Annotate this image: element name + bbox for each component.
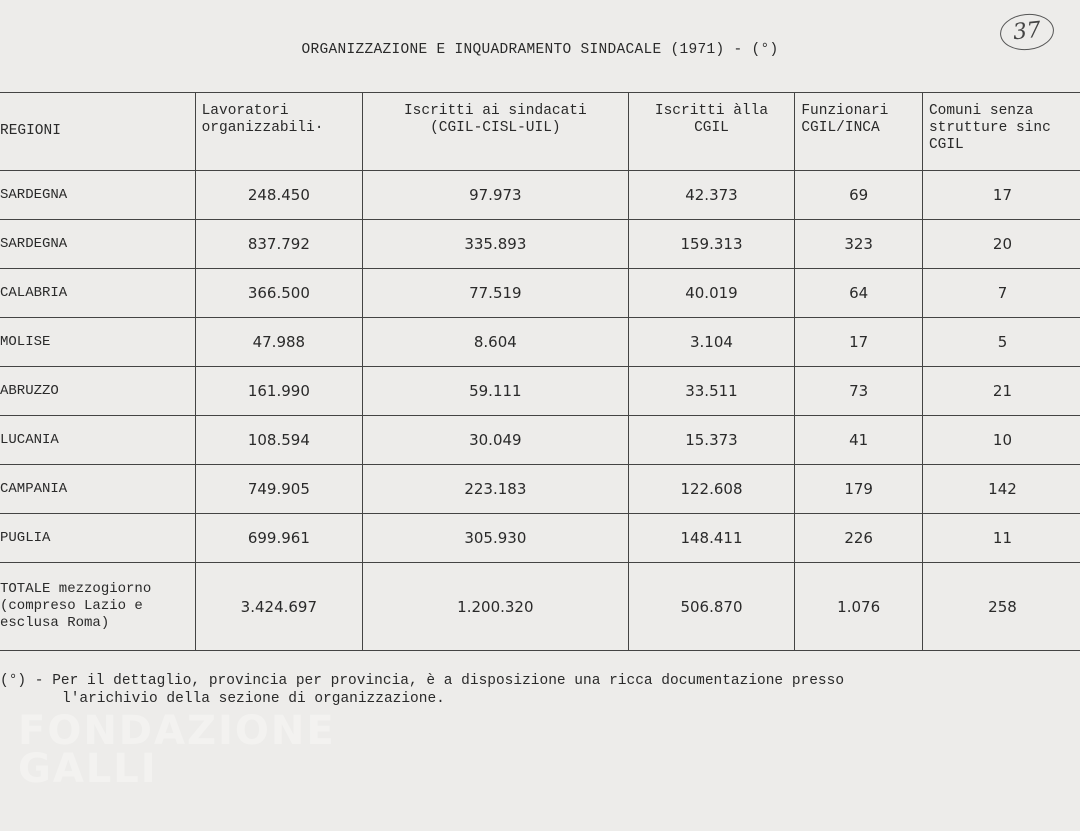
funzionari-cell: 73: [795, 367, 923, 416]
comuni-cell: 17: [922, 171, 1080, 220]
iscritti-cell: 8.604: [363, 318, 628, 367]
table-row: [0, 220, 1080, 269]
total-funzionari: 1.076: [795, 563, 923, 651]
funzionari-cell: 323: [795, 220, 923, 269]
iscritti-cell: 97.973: [363, 171, 628, 220]
funzionari-cell: 41: [795, 416, 923, 465]
comuni-cell: 142: [922, 465, 1080, 514]
footnote-line-1: (°) - Per il dettaglio, provincia per provincia, è a disposizione una ricca documentazione presso: [0, 673, 845, 689]
iscritti-cell: 77.519: [363, 269, 628, 318]
table-header-row: [0, 93, 1080, 171]
total-cgil: 506.870: [628, 563, 795, 651]
iscritti-cell: 223.183: [363, 465, 628, 514]
funzionari-cell: 17: [795, 318, 923, 367]
cgil-cell: 42.373: [628, 171, 795, 220]
iscritti-cell: 335.893: [363, 220, 628, 269]
cgil-cell: 40.019: [628, 269, 795, 318]
total-lavoratori: 3.424.697: [195, 563, 363, 651]
header-funzionari: Funzionari CGIL/INCA: [795, 93, 923, 171]
table-row: [0, 465, 1080, 514]
footnote: [0, 672, 1060, 708]
region-cell: ABRUZZO: [0, 367, 195, 416]
document-title: ORGANIZZAZIONE E INQUADRAMENTO SINDACALE (1971) - (°): [301, 42, 779, 58]
region-cell: MOLISE: [0, 318, 195, 367]
header-iscritti-sindacati: Iscritti ai sindacati (CGIL-CISL-UIL): [363, 93, 628, 171]
footnote-line-2: l'arichivio della sezione di organizzazione.: [62, 691, 445, 707]
comuni-cell: 20: [922, 220, 1080, 269]
table-row: [0, 416, 1080, 465]
lavoratori-cell: 837.792: [195, 220, 363, 269]
cgil-cell: 3.104: [628, 318, 795, 367]
page-number: 37: [998, 11, 1055, 52]
total-iscritti: 1.200.320: [363, 563, 628, 651]
cgil-cell: 122.608: [628, 465, 795, 514]
lavoratori-cell: 366.500: [195, 269, 363, 318]
archive-watermark: FONDAZIONE GALLI: [18, 708, 336, 792]
table-row: [0, 367, 1080, 416]
lavoratori-cell: 749.905: [195, 465, 363, 514]
region-cell: SARDEGNA: [0, 220, 195, 269]
iscritti-cell: 305.930: [363, 514, 628, 563]
lavoratori-cell: 47.988: [195, 318, 363, 367]
header-lavoratori: Lavoratori organizzabili·: [195, 93, 363, 171]
comuni-cell: 21: [922, 367, 1080, 416]
funzionari-cell: 69: [795, 171, 923, 220]
iscritti-cell: 59.111: [363, 367, 628, 416]
region-cell: LUCANIA: [0, 416, 195, 465]
table-row: [0, 171, 1080, 220]
table-row: [0, 318, 1080, 367]
total-comuni: 258: [922, 563, 1080, 651]
lavoratori-cell: 108.594: [195, 416, 363, 465]
funzionari-cell: 64: [795, 269, 923, 318]
table-row: [0, 514, 1080, 563]
header-comuni: Comuni senza strutture sinc CGIL: [922, 93, 1080, 171]
table-row: [0, 269, 1080, 318]
cgil-cell: 159.313: [628, 220, 795, 269]
lavoratori-cell: 161.990: [195, 367, 363, 416]
lavoratori-cell: 248.450: [195, 171, 363, 220]
comuni-cell: 11: [922, 514, 1080, 563]
header-regioni: REGIONI: [0, 93, 195, 171]
lavoratori-cell: 699.961: [195, 514, 363, 563]
region-cell: CALABRIA: [0, 269, 195, 318]
region-cell: CAMPANIA: [0, 465, 195, 514]
total-row: [0, 563, 1080, 651]
cgil-cell: 15.373: [628, 416, 795, 465]
comuni-cell: 5: [922, 318, 1080, 367]
region-cell: PUGLIA: [0, 514, 195, 563]
union-data-table: [0, 92, 1080, 651]
cgil-cell: 148.411: [628, 514, 795, 563]
cgil-cell: 33.511: [628, 367, 795, 416]
total-label: TOTALE mezzogiorno (compreso Lazio e esclusa Roma): [0, 563, 195, 651]
comuni-cell: 10: [922, 416, 1080, 465]
funzionari-cell: 179: [795, 465, 923, 514]
iscritti-cell: 30.049: [363, 416, 628, 465]
comuni-cell: 7: [922, 269, 1080, 318]
region-cell: SARDEGNA: [0, 171, 195, 220]
funzionari-cell: 226: [795, 514, 923, 563]
header-iscritti-cgil: Iscritti àlla CGIL: [628, 93, 795, 171]
